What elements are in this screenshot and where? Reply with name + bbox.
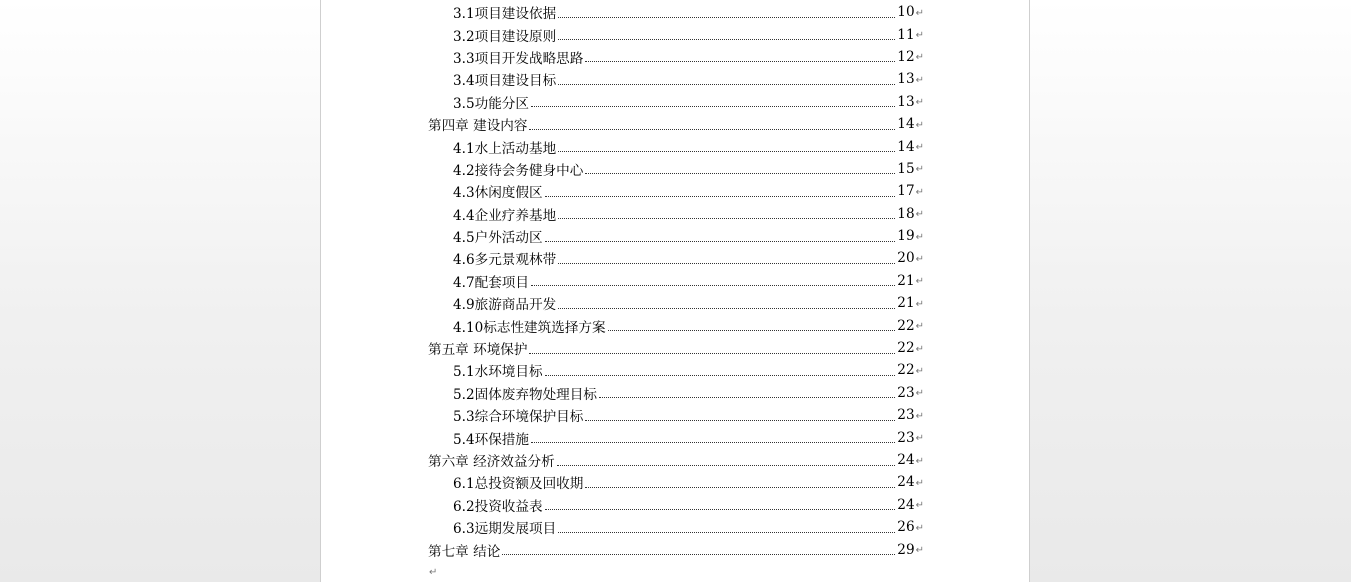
toc-section-entry[interactable]	[428, 314, 924, 336]
toc-section-entry[interactable]	[428, 46, 924, 68]
toc-entry-title: 第五章 环境保护	[428, 342, 528, 359]
toc-page-number: 23	[897, 407, 915, 424]
toc-dot-leader	[599, 397, 895, 398]
toc-dot-leader	[558, 17, 895, 18]
paragraph-mark-icon: ↵	[915, 343, 924, 355]
paragraph-mark-icon: ↵	[915, 30, 924, 42]
toc-entry-title: 5.2固体废弃物处理目标	[453, 386, 597, 403]
toc-chapter-entry[interactable]	[428, 337, 924, 359]
paragraph-mark-icon: ↵	[915, 7, 924, 19]
toc-page-number: 22	[897, 317, 915, 334]
paragraph-mark-icon: ↵	[915, 365, 924, 377]
toc-dot-leader	[531, 106, 895, 107]
toc-page-number: 18	[897, 205, 915, 222]
toc-dot-leader	[558, 308, 895, 309]
toc-page-number: 11	[897, 26, 915, 43]
toc-page-number: 20	[897, 250, 915, 267]
paragraph-mark-icon: ↵	[915, 119, 924, 131]
toc-page-number: 13	[897, 71, 915, 88]
toc-dot-leader	[608, 330, 896, 331]
paragraph-mark-icon: ↵	[915, 142, 924, 154]
toc-entry-title: 3.4项目建设目标	[453, 73, 557, 90]
toc-dot-leader	[558, 84, 895, 85]
toc-section-entry[interactable]	[428, 516, 924, 538]
toc-page-number: 22	[897, 362, 915, 379]
toc-dot-leader	[531, 285, 895, 286]
paragraph-mark-icon: ↵	[915, 410, 924, 422]
toc-entry-title: 4.10标志性建筑选择方案	[453, 319, 606, 336]
toc-page-number: 24	[897, 474, 915, 491]
toc-page-number: 29	[897, 541, 915, 558]
toc-page-number: 21	[897, 272, 915, 289]
toc-section-entry[interactable]	[428, 68, 924, 90]
toc-dot-leader	[531, 442, 895, 443]
document-page[interactable]	[320, 0, 1030, 582]
toc-page-number: 26	[897, 519, 915, 536]
toc-entry-title: 5.1水环境目标	[453, 364, 543, 381]
toc-entry-title: 4.1水上活动基地	[453, 140, 557, 157]
toc-section-entry[interactable]	[428, 158, 924, 180]
paragraph-mark-icon: ↵	[915, 209, 924, 221]
toc-dot-leader	[558, 39, 895, 40]
toc-chapter-entry[interactable]	[428, 449, 924, 471]
paragraph-mark-icon: ↵	[915, 231, 924, 243]
toc-section-entry[interactable]	[428, 404, 924, 426]
toc-page-number: 17	[897, 183, 915, 200]
paragraph-mark-icon: ↵	[915, 455, 924, 467]
toc-page-number: 24	[897, 496, 915, 513]
toc-dot-leader	[585, 487, 895, 488]
toc-section-entry[interactable]	[428, 203, 924, 225]
toc-page-number: 14	[897, 138, 915, 155]
toc-section-entry[interactable]	[428, 23, 924, 45]
paragraph-mark-icon: ↵	[915, 52, 924, 64]
toc-section-entry[interactable]	[428, 225, 924, 247]
toc-dot-leader	[585, 173, 895, 174]
paragraph-mark-icon: ↵	[915, 298, 924, 310]
toc-dot-leader	[558, 263, 895, 264]
paragraph-mark-icon: ↵	[915, 74, 924, 86]
toc-dot-leader	[585, 420, 895, 421]
toc-entry-title: 第六章 经济效益分析	[428, 454, 555, 470]
paragraph-mark-icon: ↵	[915, 545, 924, 557]
toc-page-number: 23	[897, 384, 915, 401]
toc-dot-leader	[529, 129, 895, 130]
toc-entry-title: 4.6多元景观林带	[453, 252, 557, 269]
toc-section-entry[interactable]	[428, 494, 924, 516]
paragraph-mark-icon: ↵	[915, 186, 924, 198]
paragraph-mark-icon: ↵	[429, 567, 438, 579]
paragraph-mark-icon: ↵	[915, 500, 924, 512]
toc-dot-leader	[545, 241, 896, 242]
toc-entry-title: 3.3项目开发战略思路	[453, 50, 584, 67]
toc-dot-leader	[558, 151, 895, 152]
toc-dot-leader	[502, 554, 895, 555]
paragraph-mark-icon: ↵	[915, 522, 924, 534]
toc-section-entry[interactable]	[428, 292, 924, 314]
toc-entry-title: 6.1总投资额及回收期	[453, 476, 584, 493]
toc-dot-leader	[585, 61, 895, 62]
paragraph-mark-icon: ↵	[915, 276, 924, 288]
toc-dot-leader	[558, 218, 895, 219]
toc-page-number: 10	[897, 4, 915, 21]
toc-chapter-entry[interactable]	[428, 538, 924, 560]
toc-chapter-entry[interactable]	[428, 113, 924, 135]
toc-page-number: 13	[897, 93, 915, 110]
paragraph-mark-icon: ↵	[915, 253, 924, 265]
toc-entry-title: 4.3休闲度假区	[453, 185, 543, 202]
toc-section-entry[interactable]	[428, 471, 924, 493]
toc-entry-title: 5.3综合环境保护目标	[453, 409, 584, 426]
toc-page-number: 24	[897, 452, 915, 468]
toc-dot-leader	[545, 509, 896, 510]
toc-entry-title: 4.2接待会务健身中心	[453, 162, 584, 179]
toc-section-entry[interactable]	[428, 91, 924, 113]
toc-section-entry[interactable]	[428, 382, 924, 404]
toc-section-entry[interactable]	[428, 270, 924, 292]
toc-page-number: 15	[897, 160, 915, 177]
toc-entry-title: 第七章 结论	[428, 543, 501, 560]
toc-entry-title: 第四章 建设内容	[428, 118, 528, 135]
toc-entry-title: 6.2投资收益表	[453, 498, 543, 515]
toc-entry-title: 3.2项目建设原则	[453, 28, 557, 45]
paragraph-mark-icon: ↵	[915, 321, 924, 333]
empty-paragraph[interactable]	[428, 561, 924, 582]
toc-section-entry[interactable]	[428, 247, 924, 269]
toc-page-number: 14	[897, 116, 915, 133]
paragraph-mark-icon: ↵	[915, 477, 924, 489]
toc-section-entry[interactable]	[428, 359, 924, 381]
toc-page-number: 22	[897, 340, 915, 357]
toc-entry-title: 3.5功能分区	[453, 95, 529, 112]
toc-dot-leader	[545, 196, 896, 197]
toc-entry-title: 4.9旅游商品开发	[453, 297, 557, 314]
paragraph-mark-icon: ↵	[915, 97, 924, 109]
toc-section-entry[interactable]	[428, 135, 924, 157]
toc-section-entry[interactable]	[428, 180, 924, 202]
toc-dot-leader	[529, 353, 895, 354]
paragraph-mark-icon: ↵	[915, 433, 924, 445]
paragraph-mark-icon: ↵	[915, 164, 924, 176]
toc-entry-title: 6.3远期发展项目	[453, 521, 557, 538]
toc-entry-title: 4.5户外活动区	[453, 230, 543, 247]
toc-page-number: 19	[897, 228, 915, 245]
toc-page-number: 21	[897, 295, 915, 312]
toc-dot-leader	[558, 532, 895, 533]
table-of-contents	[428, 1, 924, 582]
toc-entry-title: 3.1项目建设依据	[453, 6, 557, 23]
toc-dot-leader	[545, 375, 896, 376]
toc-page-number: 12	[897, 48, 915, 65]
toc-page-number: 23	[897, 429, 915, 446]
toc-section-entry[interactable]	[428, 1, 924, 23]
toc-entry-title: 4.4企业疗养基地	[453, 207, 557, 224]
toc-entry-title: 4.7配套项目	[453, 274, 529, 291]
paragraph-mark-icon: ↵	[915, 388, 924, 400]
toc-entry-title: 5.4环保措施	[453, 431, 529, 448]
toc-dot-leader	[557, 465, 896, 466]
toc-section-entry[interactable]	[428, 426, 924, 448]
